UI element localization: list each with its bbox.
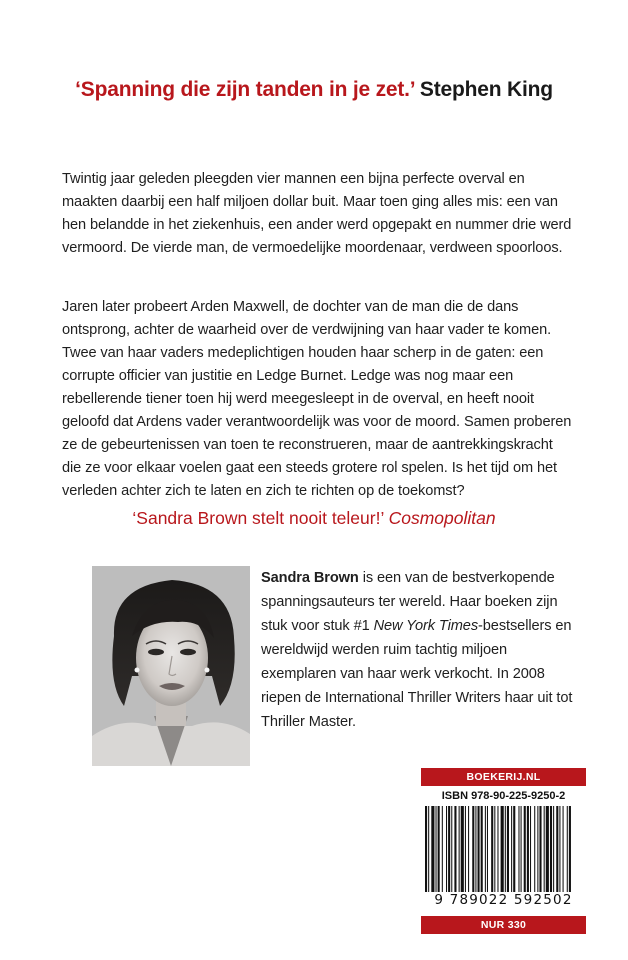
blurb-paragraph-2: Jaren later probeert Arden Maxwell, de dochter van de man die de dans ontsprong, achter de waarheid over de verdwijning van haar vader te komen. Twee van haar vaders medeplichtigen houden haar scherp in de gaten: een corrupte officier van justitie en Ledge Burnet. Ledge was nog maar een rebellerende tiener toen hij werd meegesleept in de overval, en heeft nooit geloofd dat Ardens vader verantwoordelijk was voor de moord. Samen proberen ze de gebeurtenissen van toen te reconstrueren, maar de aantrekkingskracht die ze voor elkaar voelen gaat een steeds grotere rol spelen. Is het tijd om het verleden achter zich te laten en zich te richten op de toekomst? (62, 299, 572, 499)
barcode-digits: 9 789022 592502 (434, 892, 573, 908)
mid-quote-text: ‘Sandra Brown stelt nooit teleur!’ (132, 508, 384, 528)
bio-text-part-1: is een van de bestverkopende spanningsauteurs ter wereld. Haar boeken zijn stuk voor stuk #1 (261, 570, 558, 634)
top-quote-text: ‘Spanning die zijn tanden in je zet.’ (75, 78, 415, 101)
bio-text-part-2: -bestsellers en wereldwijd werden ruim tachtig miljoen exemplaren van haar werk verkocht. In 2008 riepen de International Thriller Writers haar uit tot Thriller Master. (261, 618, 573, 730)
top-quote-source: Stephen King (419, 78, 553, 101)
barcode-block (421, 768, 586, 934)
bio-newspaper: New York Times (373, 618, 479, 634)
publisher-label: BOEKERIJ.NL (421, 768, 586, 786)
author-portrait-image (92, 566, 250, 766)
mid-quote-source: Cosmopolitan (388, 508, 496, 528)
nur-label: NUR 330 (421, 916, 586, 934)
blurb-paragraph-1: Twintig jaar geleden pleegden vier mannen een bijna perfecte overval en maakten daarbij een half miljoen dollar buit. Maar toen ging alles mis: een van hen belandde in het ziekenhuis, een ander werd opgepakt en nummer drie werd vermoord. De vierde man, de vermoedelijke moordenaar, verdween spoorloos. (62, 171, 572, 256)
author-photo (92, 566, 250, 766)
isbn-text: ISBN 978-90-225-9250-2 (441, 790, 566, 802)
mid-quote (0, 508, 628, 529)
author-bio (261, 566, 581, 734)
top-quote (0, 78, 628, 102)
barcode-icon (421, 806, 586, 892)
author-name: Sandra Brown (261, 570, 359, 586)
